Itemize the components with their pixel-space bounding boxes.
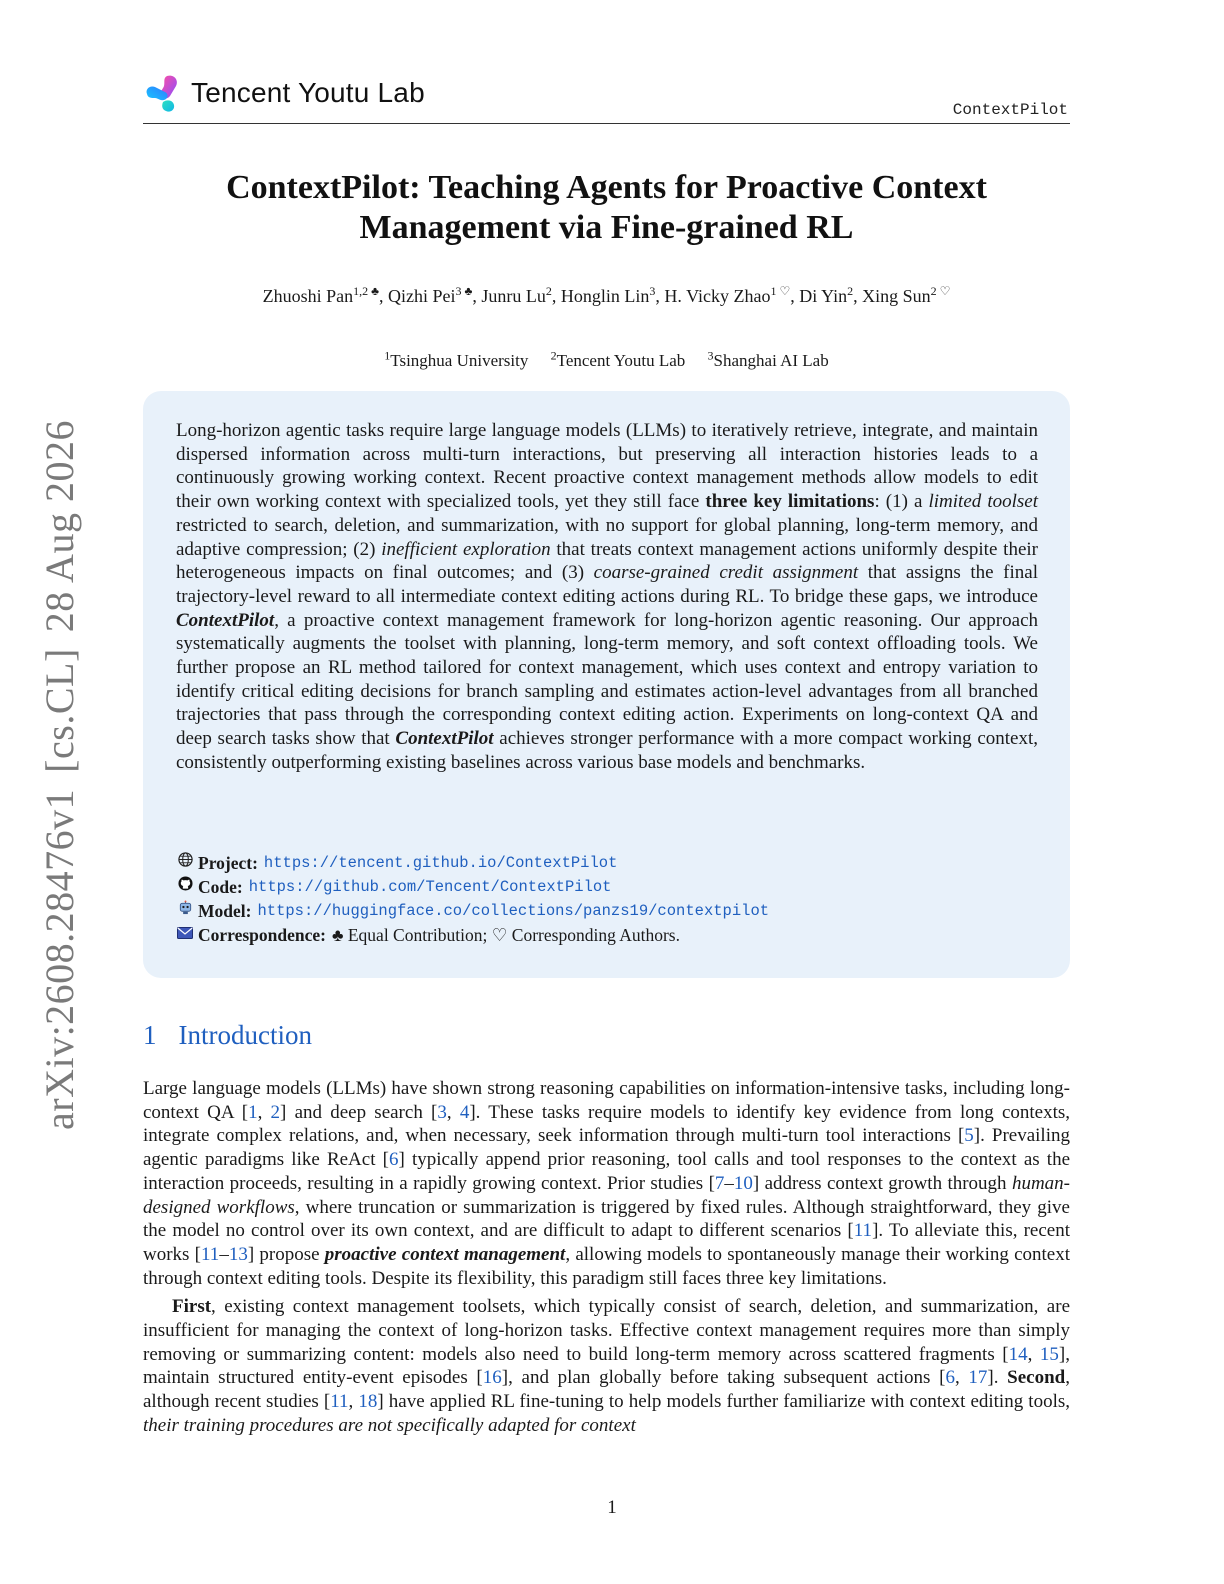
correspondence-note: ♣ Equal Contribution; ♡ Corresponding Authors. <box>332 925 680 945</box>
model-url-link[interactable]: https://huggingface.co/collections/panzs19/contextpilot <box>257 902 770 920</box>
citation-link[interactable]: 11 <box>330 1391 349 1413</box>
citation-link[interactable]: 13 <box>228 1243 248 1265</box>
arxiv-date: 28 Aug 2026 <box>37 420 82 633</box>
citation-link[interactable]: 1 <box>248 1101 258 1123</box>
author: Di Yin$^2$ <box>799 284 854 306</box>
citation-link[interactable]: 18 <box>358 1391 378 1413</box>
author: Honglin Lin$^3$ <box>560 284 656 306</box>
citation-link[interactable]: 16 <box>482 1367 502 1389</box>
header-rule <box>143 123 1070 124</box>
model-link-row <box>176 899 1038 923</box>
logo-text: Tencent Youtu Lab <box>191 77 425 108</box>
code-url-link[interactable]: https://github.com/Tencent/ContextPilot <box>248 878 612 896</box>
title-line-2: Management via Fine-grained RL <box>359 209 854 246</box>
citation-link[interactable]: 11 <box>853 1220 873 1242</box>
citation-link[interactable]: 10 <box>733 1172 753 1194</box>
author: H. Vicky Zhao$^{1 ♡}$ <box>664 284 791 306</box>
arxiv-id: arXiv:2608.28476v1 <box>37 788 82 1130</box>
code-link-row <box>176 875 1038 899</box>
citation-link[interactable]: 17 <box>968 1367 988 1389</box>
section-heading-introduction <box>143 1020 312 1051</box>
citation-link[interactable]: 7 <box>714 1172 725 1194</box>
project-link-row <box>176 851 1038 875</box>
paper-title <box>143 168 1070 248</box>
affiliation-list <box>143 348 1070 371</box>
author: Junru Lu$^2$ <box>481 284 552 306</box>
youtu-logo-icon <box>143 72 185 114</box>
arxiv-identifier-stamp <box>36 410 83 1130</box>
citation-link[interactable]: 3 <box>437 1101 447 1123</box>
resource-links <box>176 851 1038 947</box>
paragraph: First, existing context management toolsets, which typically consist of search, deletion, and summarization, are insufficient for managing the context of long-horizon tasks. Effective context management requires more than simply removing or summarizing content: models also need to build long-term memory across scattered fragments [14, 15], maintain structured entity-event episodes [16], and plan globally before taking subsequent actions [6, 17]. Second, although recent studies [11, 18] have applied RL fine-tuning to help models further familiarize with context editing tools, their training procedures are not specifically adapted for context <box>143 1296 1070 1436</box>
model-label: Model: <box>198 901 252 921</box>
abstract-text: Long-horizon agentic tasks require large language models (LLMs) to iteratively retrieve, integrate, and maintain dispersed information across multi-turn interactions, but preserving all interaction histories leads to a continuously growing working context. Recent proactive context management methods allow models to edit their own working context with specialized tools, yet they still face three key limitations: (1) a limited toolset restricted to search, deletion, and summarization, with no support for global planning, long-term memory, and adaptive compression; (2) inefficient exploration that treats context management actions uniformly despite their heterogeneous impacts on final outcomes; and (3) coarse-grained credit assignment that assigns the final trajectory-level reward to all intermediate context editing actions during RL. To bridge these gaps, we introduce ContextPilot, a proactive context management framework for long-horizon agentic reasoning. Our approach systematically augments the toolset with planning, long-term memory, and soft context offloading tools. We further propose an RL method tailored for context management, which uses context and entropy variation to identify critical editing decisions for branch sampling and estimates action-level advantages from all branched trajectories that pass through the corresponding context editing action. Experiments on long-context QA and deep search tasks show that ContextPilot achieves stronger performance with a more compact working context, consistently outperforming existing baselines across various base models and benchmarks. <box>176 420 1038 773</box>
citation-link[interactable]: 15 <box>1039 1343 1059 1365</box>
paragraph: Large language models (LLMs) have shown strong reasoning capabilities on information-intensive tasks, including long-context QA [1, 2] and deep search [3, 4]. These tasks require models to identify key evidence from long contexts, integrate complex relations, and, when necessary, seek information through multi-turn tool interactions [5]. Prevailing agentic paradigms like ReAct [6] typically append prior reasoning, tool calls and tool responses to the context as the interaction proceeds, resulting in a rapidly growing context. Prior studies [7–10] address context growth through human-designed workflows, where truncation or summarization is triggered by fixed rules. Although straightforward, they give the model no control over its own context, and are difficult to adapt to different scenarios [11]. To alleviate this, recent works [11–13] propose proactive context management, allowing models to spontaneously manage their working context through context editing tools. Despite its flexibility, this paradigm still faces three key limitations. <box>143 1078 1071 1289</box>
citation-link[interactable]: 6 <box>945 1367 955 1389</box>
abstract-box <box>143 391 1070 978</box>
citation-link[interactable]: 14 <box>1008 1343 1028 1365</box>
introduction-body <box>143 1077 1070 1438</box>
citation-link[interactable]: 5 <box>964 1125 974 1147</box>
citation-link[interactable]: 2 <box>270 1101 281 1123</box>
section-number: 1 <box>143 1020 157 1050</box>
robot-icon <box>176 899 194 923</box>
code-label: Code: <box>198 877 243 897</box>
author: Zhuoshi Pan$^{1,2 ♣}$ <box>262 284 380 306</box>
project-label: Project: <box>198 853 258 873</box>
running-head: ContextPilot <box>952 101 1068 119</box>
page-number: 1 <box>607 1497 617 1518</box>
arxiv-category: [cs.CL] <box>37 648 82 773</box>
correspondence-row <box>176 923 1038 947</box>
envelope-icon <box>176 923 194 947</box>
project-url-link[interactable]: https://tencent.github.io/ContextPilot <box>263 854 618 872</box>
title-line-1: ContextPilot: Teaching Agents for Proactive Context <box>226 169 987 206</box>
citation-link[interactable]: 6 <box>388 1149 399 1171</box>
citation-link[interactable]: 4 <box>459 1101 470 1123</box>
author-list: Zhuoshi Pan$^{1,2 ♣}$, Qizhi Pei$^{3 ♣}$, Junru Lu$^2$, Honglin Lin$^3$, H. Vicky Zhao$^{1 ♡}$, Di Yin$^2$, Xing Sun$^{2 ♡}$ <box>262 284 951 306</box>
affiliation: $^3$Shanghai AI Lab <box>707 348 829 370</box>
affiliation: $^1$Tsinghua University <box>384 348 529 370</box>
author: Qizhi Pei$^{3 ♣}$ <box>388 284 473 306</box>
github-icon <box>176 875 194 899</box>
citation-link[interactable]: 11 <box>201 1243 220 1265</box>
globe-icon <box>176 851 194 875</box>
correspondence-label: Correspondence: <box>198 925 326 945</box>
tencent-youtu-logo <box>143 72 425 114</box>
section-title: Introduction <box>178 1020 312 1050</box>
affiliation: $^2$Tencent Youtu Lab <box>550 348 686 370</box>
author: Xing Sun$^{2 ♡}$ <box>862 284 951 306</box>
